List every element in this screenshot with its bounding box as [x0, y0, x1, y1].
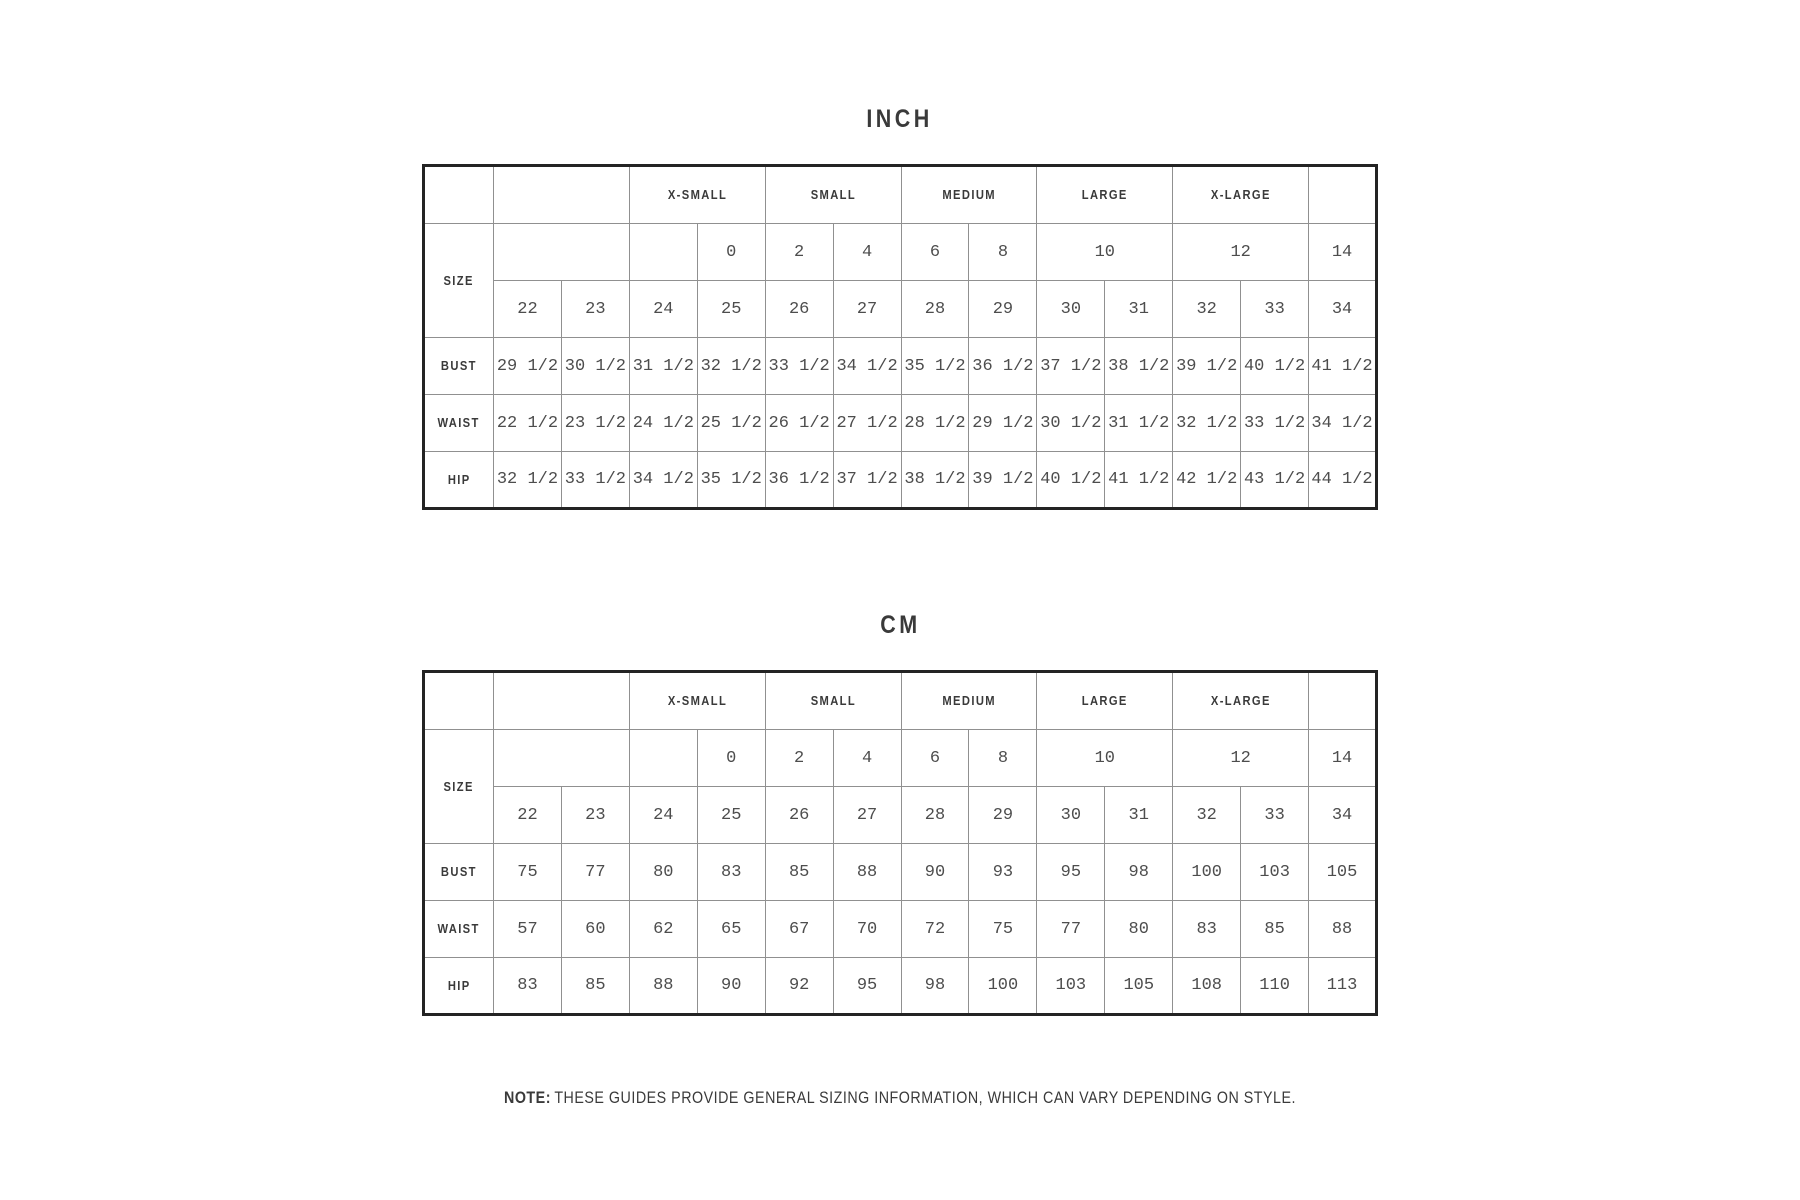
measurement-value-cell: 44 1/2: [1309, 452, 1377, 509]
bust-row: [424, 338, 1377, 395]
numeric-size-cell: 8: [969, 730, 1037, 787]
measurement-value-cell: 38 1/2: [901, 452, 969, 509]
numeric-size-cell: 14: [1309, 224, 1377, 281]
waist-row: [424, 901, 1377, 958]
numeric-size-cell: 4: [833, 730, 901, 787]
measurement-value-cell: 98: [1105, 844, 1173, 901]
measurement-value-cell: 31 1/2: [629, 338, 697, 395]
measurement-row-label-text: WAIST: [437, 415, 481, 430]
body-size-cell: 24: [629, 787, 697, 844]
size-group-cell: [1037, 166, 1173, 224]
size-group-cell: [901, 166, 1037, 224]
body-size-cell: 23: [561, 281, 629, 338]
measurement-value-cell: 36 1/2: [765, 452, 833, 509]
corner-empty-cell: [424, 166, 494, 224]
numeric-size-cell: 4: [833, 224, 901, 281]
measurement-value-cell: 41 1/2: [1105, 452, 1173, 509]
size-group-empty-cell: [494, 672, 630, 730]
measurement-value-cell: 28 1/2: [901, 395, 969, 452]
measurement-value-cell: 90: [901, 844, 969, 901]
measurement-value-cell: 33 1/2: [561, 452, 629, 509]
waist-row: [424, 395, 1377, 452]
hip-row: [424, 452, 1377, 509]
body-size-cell: 29: [969, 787, 1037, 844]
inch-size-table: [422, 164, 1378, 510]
size-group-empty-cell: [1309, 166, 1377, 224]
measurement-value-cell: 75: [494, 844, 562, 901]
measurement-value-cell: 31 1/2: [1105, 395, 1173, 452]
size-group-cell: [629, 166, 765, 224]
measurement-value-cell: 38 1/2: [1105, 338, 1173, 395]
size-group-cell-text: MEDIUM: [942, 693, 996, 708]
size-group-empty-cell: [494, 166, 630, 224]
numeric-size-cell: 14: [1309, 730, 1377, 787]
size-group-cell-text: MEDIUM: [942, 187, 996, 202]
inch-table-title: [422, 104, 1378, 134]
measurement-value-cell: 25 1/2: [697, 395, 765, 452]
measurement-value-cell: 83: [1173, 901, 1241, 958]
measurement-value-cell: 22 1/2: [494, 395, 562, 452]
sizing-note: [498, 1088, 1301, 1108]
measurement-value-cell: 80: [629, 844, 697, 901]
body-size-cell: 26: [765, 787, 833, 844]
size-group-cell: [1173, 672, 1309, 730]
size-group-cell-text: X-LARGE: [1210, 187, 1271, 202]
measurement-value-cell: 29 1/2: [969, 395, 1037, 452]
body-size-row: [424, 787, 1377, 844]
size-row-label: [424, 224, 494, 338]
measurement-value-cell: 34 1/2: [629, 452, 697, 509]
measurement-value-cell: 32 1/2: [697, 338, 765, 395]
body-size-cell: 27: [833, 787, 901, 844]
numeric-size-cell: 12: [1173, 730, 1309, 787]
body-size-cell: 31: [1105, 787, 1173, 844]
measurement-value-cell: 98: [901, 958, 969, 1015]
bust-row: [424, 844, 1377, 901]
measurement-value-cell: 42 1/2: [1173, 452, 1241, 509]
body-size-cell: 24: [629, 281, 697, 338]
measurement-value-cell: 23 1/2: [561, 395, 629, 452]
size-group-cell: [765, 672, 901, 730]
body-size-cell: 22: [494, 281, 562, 338]
body-size-cell: 22: [494, 787, 562, 844]
size-group-cell: [901, 672, 1037, 730]
measurement-value-cell: 90: [697, 958, 765, 1015]
measurement-value-cell: 75: [969, 901, 1037, 958]
size-group-empty-cell: [1309, 672, 1377, 730]
body-size-cell: 25: [697, 281, 765, 338]
numeric-size-empty-cell: [494, 224, 630, 281]
size-group-cell-text: SMALL: [810, 693, 856, 708]
size-group-cell-text: LARGE: [1081, 187, 1128, 202]
body-size-cell: 33: [1241, 281, 1309, 338]
measurement-value-cell: 95: [833, 958, 901, 1015]
cm-table-title: [422, 610, 1378, 640]
measurement-row-label: [424, 338, 494, 395]
measurement-value-cell: 83: [494, 958, 562, 1015]
measurement-row-label-text: HIP: [447, 977, 471, 993]
measurement-value-cell: 77: [561, 844, 629, 901]
numeric-size-empty-cell: [629, 224, 697, 281]
measurement-value-cell: 24 1/2: [629, 395, 697, 452]
cm-section: [422, 610, 1378, 1016]
body-size-cell: 25: [697, 787, 765, 844]
measurement-value-cell: 100: [969, 958, 1037, 1015]
numeric-size-empty-cell: [629, 730, 697, 787]
measurement-value-cell: 40 1/2: [1241, 338, 1309, 395]
measurement-value-cell: 92: [765, 958, 833, 1015]
measurement-value-cell: 32 1/2: [1173, 395, 1241, 452]
body-size-cell: 30: [1037, 787, 1105, 844]
measurement-value-cell: 113: [1309, 958, 1377, 1015]
size-group-cell: [765, 166, 901, 224]
measurement-value-cell: 29 1/2: [494, 338, 562, 395]
hip-row: [424, 958, 1377, 1015]
measurement-value-cell: 36 1/2: [969, 338, 1037, 395]
body-size-cell: 32: [1173, 787, 1241, 844]
numeric-size-cell: 0: [697, 224, 765, 281]
body-size-cell: 29: [969, 281, 1037, 338]
measurement-value-cell: 33 1/2: [1241, 395, 1309, 452]
body-size-row: [424, 281, 1377, 338]
measurement-value-cell: 110: [1241, 958, 1309, 1015]
measurement-value-cell: 37 1/2: [833, 452, 901, 509]
size-group-cell-text: X-SMALL: [667, 187, 727, 202]
size-row-label-text: SIZE: [443, 778, 475, 794]
inch-section: [422, 0, 1378, 510]
cm-table-title-text: CM: [879, 611, 921, 639]
numeric-size-cell: 0: [697, 730, 765, 787]
body-size-cell: 34: [1309, 787, 1377, 844]
numeric-size-cell: 6: [901, 730, 969, 787]
measurement-value-cell: 85: [1241, 901, 1309, 958]
measurement-row-label-text: BUST: [441, 864, 477, 879]
measurement-value-cell: 43 1/2: [1241, 452, 1309, 509]
measurement-row-label-text: BUST: [441, 358, 477, 373]
measurement-value-cell: 57: [494, 901, 562, 958]
measurement-value-cell: 33 1/2: [765, 338, 833, 395]
measurement-row-label-text: HIP: [447, 471, 471, 487]
measurement-value-cell: 100: [1173, 844, 1241, 901]
measurement-value-cell: 34 1/2: [833, 338, 901, 395]
measurement-row-label: [424, 958, 494, 1015]
measurement-value-cell: 40 1/2: [1037, 452, 1105, 509]
size-group-cell-text: SMALL: [810, 187, 856, 202]
size-group-row: [424, 166, 1377, 224]
size-row-label-text: SIZE: [443, 272, 475, 288]
measurement-value-cell: 39 1/2: [1173, 338, 1241, 395]
body-size-cell: 31: [1105, 281, 1173, 338]
measurement-value-cell: 72: [901, 901, 969, 958]
measurement-value-cell: 103: [1037, 958, 1105, 1015]
measurement-value-cell: 88: [1309, 901, 1377, 958]
measurement-value-cell: 88: [629, 958, 697, 1015]
numeric-size-cell: 6: [901, 224, 969, 281]
measurement-value-cell: 105: [1105, 958, 1173, 1015]
numeric-size-cell: 12: [1173, 224, 1309, 281]
size-group-cell-text: X-SMALL: [667, 693, 727, 708]
size-row-label: [424, 730, 494, 844]
measurement-value-cell: 108: [1173, 958, 1241, 1015]
measurement-value-cell: 80: [1105, 901, 1173, 958]
measurement-row-label: [424, 452, 494, 509]
body-size-cell: 32: [1173, 281, 1241, 338]
measurement-row-label-text: WAIST: [437, 921, 481, 936]
measurement-value-cell: 70: [833, 901, 901, 958]
numeric-size-cell: 10: [1037, 730, 1173, 787]
body-size-cell: 34: [1309, 281, 1377, 338]
measurement-value-cell: 35 1/2: [697, 452, 765, 509]
numeric-size-cell: 8: [969, 224, 1037, 281]
numeric-size-row: [424, 224, 1377, 281]
measurement-value-cell: 67: [765, 901, 833, 958]
measurement-value-cell: 41 1/2: [1309, 338, 1377, 395]
size-group-cell-text: LARGE: [1081, 693, 1128, 708]
measurement-row-label: [424, 395, 494, 452]
cm-size-table: [422, 670, 1378, 1016]
measurement-value-cell: 32 1/2: [494, 452, 562, 509]
numeric-size-row: [424, 730, 1377, 787]
measurement-value-cell: 85: [561, 958, 629, 1015]
measurement-value-cell: 83: [697, 844, 765, 901]
sizing-note-prefix: NOTE:: [504, 1088, 551, 1107]
body-size-cell: 27: [833, 281, 901, 338]
size-group-cell: [629, 672, 765, 730]
measurement-value-cell: 85: [765, 844, 833, 901]
corner-empty-cell: [424, 672, 494, 730]
measurement-value-cell: 26 1/2: [765, 395, 833, 452]
measurement-value-cell: 105: [1309, 844, 1377, 901]
measurement-value-cell: 34 1/2: [1309, 395, 1377, 452]
measurement-value-cell: 30 1/2: [561, 338, 629, 395]
measurement-row-label: [424, 844, 494, 901]
body-size-cell: 30: [1037, 281, 1105, 338]
numeric-size-cell: 10: [1037, 224, 1173, 281]
body-size-cell: 23: [561, 787, 629, 844]
measurement-value-cell: 88: [833, 844, 901, 901]
measurement-value-cell: 65: [697, 901, 765, 958]
size-group-row: [424, 672, 1377, 730]
body-size-cell: 28: [901, 787, 969, 844]
measurement-value-cell: 30 1/2: [1037, 395, 1105, 452]
size-group-cell-text: X-LARGE: [1210, 693, 1271, 708]
measurement-value-cell: 39 1/2: [969, 452, 1037, 509]
measurement-value-cell: 27 1/2: [833, 395, 901, 452]
measurement-value-cell: 103: [1241, 844, 1309, 901]
size-group-cell: [1173, 166, 1309, 224]
inch-table-title-text: INCH: [866, 105, 934, 133]
size-group-cell: [1037, 672, 1173, 730]
measurement-value-cell: 37 1/2: [1037, 338, 1105, 395]
sizing-note-text: THESE GUIDES PROVIDE GENERAL SIZING INFORMATION, WHICH CAN VARY DEPENDING ON STYLE.: [554, 1088, 1296, 1107]
measurement-value-cell: 35 1/2: [901, 338, 969, 395]
size-guide-content: [422, 0, 1378, 1108]
body-size-cell: 33: [1241, 787, 1309, 844]
measurement-value-cell: 95: [1037, 844, 1105, 901]
body-size-cell: 26: [765, 281, 833, 338]
measurement-value-cell: 77: [1037, 901, 1105, 958]
numeric-size-empty-cell: [494, 730, 630, 787]
numeric-size-cell: 2: [765, 224, 833, 281]
measurement-value-cell: 62: [629, 901, 697, 958]
measurement-value-cell: 60: [561, 901, 629, 958]
body-size-cell: 28: [901, 281, 969, 338]
measurement-value-cell: 93: [969, 844, 1037, 901]
measurement-row-label: [424, 901, 494, 958]
numeric-size-cell: 2: [765, 730, 833, 787]
